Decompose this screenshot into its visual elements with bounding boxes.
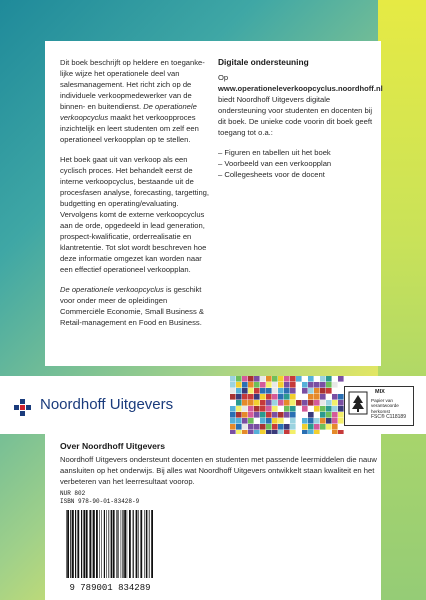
mosaic-tile (278, 412, 284, 418)
publisher-name: Noordhoff Uitgevers (40, 396, 174, 413)
barcode-bar (118, 510, 119, 578)
mosaic-tile (332, 406, 338, 412)
mosaic-tile (326, 406, 332, 412)
mosaic-tile (338, 376, 344, 382)
support-item: – Collegesheets voor de docent (218, 169, 373, 180)
mosaic-tile (320, 400, 326, 406)
mosaic-tile (266, 388, 272, 394)
mosaic-tile (230, 382, 236, 388)
mosaic-tile (254, 376, 260, 382)
description-paragraph-3 (60, 284, 210, 328)
mosaic-tile (338, 412, 344, 418)
barcode-bar (67, 510, 69, 578)
mosaic-tile (314, 382, 320, 388)
mosaic-tile (272, 406, 278, 412)
mosaic-tile (308, 376, 314, 382)
digital-support-intro (218, 72, 383, 138)
mosaic-tile (266, 382, 272, 388)
mosaic-tile (284, 376, 290, 382)
barcode-bar (89, 510, 91, 578)
fsc-description: Papier van verantwoorde herkomst (371, 398, 399, 414)
mosaic-tile (260, 376, 266, 382)
mosaic-tile (284, 418, 290, 424)
barcode-bar (133, 510, 134, 578)
mosaic-tile (242, 394, 248, 400)
mosaic-tile (230, 424, 236, 430)
mosaic-tile (230, 376, 236, 382)
mosaic-tile (314, 424, 320, 430)
mosaic-tile (254, 424, 260, 430)
mosaic-tile (320, 412, 326, 418)
mosaic-tile (308, 388, 314, 394)
mosaic-tile (308, 418, 314, 424)
mosaic-tile (326, 412, 332, 418)
mosaic-tile (332, 424, 338, 430)
barcode-bar (127, 510, 128, 578)
mosaic-tile (242, 382, 248, 388)
barcode-bar (116, 510, 117, 578)
mosaic-tile (332, 394, 338, 400)
mosaic-tile (326, 418, 332, 424)
mosaic-tile (236, 412, 242, 418)
support-website-link[interactable]: www.operationeleverkoopcyclus.noordhoff.nl (218, 84, 383, 93)
mosaic-tile (284, 388, 290, 394)
mosaic-tile (296, 376, 302, 382)
mosaic-tile (266, 400, 272, 406)
mosaic-tile (320, 394, 326, 400)
mosaic-tile (260, 388, 266, 394)
mosaic-tile (278, 394, 284, 400)
support-items-list (218, 147, 373, 180)
mosaic-tile (254, 388, 260, 394)
mosaic-tile (332, 418, 338, 424)
mosaic-tile (230, 412, 236, 418)
about-heading: Over Noordhoff Uitgevers (60, 441, 166, 451)
barcode-bar (96, 510, 98, 578)
mosaic-tile (260, 424, 266, 430)
book-title-italic: De operationele verkoopcyclus (60, 285, 164, 294)
mosaic-tile (338, 406, 344, 412)
fsc-label (344, 386, 414, 426)
barcode-bar (110, 510, 111, 578)
barcode-bar (146, 510, 147, 578)
mosaic-tile (236, 376, 242, 382)
isbn-code: ISBN 978-90-01-83428-9 (60, 498, 140, 505)
mosaic-tile (254, 418, 260, 424)
mosaic-tile (266, 424, 272, 430)
book-title-italic: De operationele verkoopcyclus (60, 102, 197, 122)
barcode-number: 9 789001 834289 (69, 583, 151, 592)
mosaic-tile (320, 382, 326, 388)
fsc-code: FSC® C118189 (371, 414, 406, 420)
mosaic-tile (260, 418, 266, 424)
mosaic-tile (248, 424, 254, 430)
mosaic-tile (278, 388, 284, 394)
barcode-bar (106, 510, 107, 578)
mosaic-tile (284, 394, 290, 400)
digital-support-heading: Digitale ondersteuning (218, 57, 309, 67)
mosaic-tile (302, 424, 308, 430)
mosaic-tile (326, 424, 332, 430)
mosaic-tile (248, 394, 254, 400)
mosaic-tile (320, 388, 326, 394)
support-item: – Voorbeeld van een verkoopplan (218, 158, 373, 169)
mosaic-tile (230, 394, 236, 400)
description-paragraph-2: Het boek gaat uit van verkoop als een cyclisch proces. Het behandelt eerst de interne verkoopcyclus, bestaande uit de procesfasen analyse, forecasting, targetting, budgetting en operating/evaluating. Vervolgens komt de externe verkoopcyclus aan de orde, opgedeeld in lead generation, prospect-kwalificatie, orderrealisatie en klantretentie. Tot slot wordt beschreven hoe deze informatie omgezet kan worden naar een effectief operationeel verkoopplan. (60, 155, 210, 274)
barcode-bar (72, 510, 74, 578)
mosaic-tile (308, 424, 314, 430)
barcode-bar (121, 510, 122, 578)
barcode-bar (151, 510, 153, 578)
digital-support-column (218, 57, 383, 180)
mosaic-tile (284, 400, 290, 406)
mosaic-tile (242, 400, 248, 406)
mosaic-tile (290, 406, 296, 412)
barcode-bar (77, 510, 79, 578)
mosaic-tile (278, 424, 284, 430)
mosaic-tile (290, 382, 296, 388)
mosaic-tile (338, 388, 344, 394)
barcode-bar (113, 510, 115, 578)
mosaic-tile (338, 400, 344, 406)
barcode-bar (99, 510, 100, 578)
nur-code: NUR 802 (60, 490, 86, 497)
mosaic-tile (338, 394, 344, 400)
mosaic-tile (248, 382, 254, 388)
mosaic-tile (248, 376, 254, 382)
mosaic-tile (242, 406, 248, 412)
mosaic-tile (302, 388, 308, 394)
mosaic-tile (278, 376, 284, 382)
mosaic-tile (260, 382, 266, 388)
mosaic-tile (254, 412, 260, 418)
mosaic-tile (236, 424, 242, 430)
mosaic-tile (230, 406, 236, 412)
mosaic-tile (254, 394, 260, 400)
mosaic-tile (278, 382, 284, 388)
fsc-tree-icon (348, 391, 368, 419)
mosaic-tile (236, 382, 242, 388)
barcode-bar (144, 510, 145, 578)
mosaic-tile (326, 388, 332, 394)
mosaic-tile (230, 418, 236, 424)
nur-isbn-block (60, 490, 139, 506)
barcode-bar (70, 510, 71, 578)
mosaic-tile (290, 412, 296, 418)
mosaic-tile (266, 412, 272, 418)
about-text: Noordhoff Uitgevers ondersteunt docenten en studenten met passende leermiddelen die nauw aansluiten op het onderwijs. Bij alles wat Noordhoff Uitgevers ontwikkelt staan kwaliteit en het verbeteren van het leerresultaat voorop. (60, 455, 377, 486)
support-item: – Figuren en tabellen uit het boek (218, 147, 373, 158)
mosaic-tile (332, 412, 338, 418)
mosaic-tile (314, 400, 320, 406)
description-text: Dit boek beschrijft op heldere en toeganke-lijke wijze het operationele deel van salesmanagement. Het richt zich op de individuele verkoopmedewerker van de binnen- en buitendienst. (60, 58, 205, 111)
mosaic-tile (254, 406, 260, 412)
mosaic-tile (260, 400, 266, 406)
mosaic-tile (332, 382, 338, 388)
mosaic-tile (242, 424, 248, 430)
publisher-band (0, 376, 426, 434)
barcode-icon (60, 508, 160, 592)
mosaic-tile (236, 400, 242, 406)
mosaic-tile (314, 406, 320, 412)
mosaic-tile (242, 418, 248, 424)
mosaic-tile (302, 406, 308, 412)
mosaic-tile (284, 424, 290, 430)
mosaic-tile (254, 400, 260, 406)
barcode-bar (111, 510, 112, 578)
barcode-bar (93, 510, 95, 578)
mosaic-tile (278, 400, 284, 406)
mosaic-tile (272, 400, 278, 406)
cover-spine-strip (378, 0, 426, 600)
barcode-bar (129, 510, 131, 578)
noordhoff-logo-icon (14, 396, 34, 416)
mosaic-tile (302, 418, 308, 424)
mosaic-tile (290, 400, 296, 406)
mosaic-tile (272, 412, 278, 418)
mosaic-tile (332, 400, 338, 406)
mosaic-tile (320, 418, 326, 424)
mosaic-tile (260, 406, 266, 412)
barcode-bar (122, 510, 123, 578)
mosaic-tile (248, 418, 254, 424)
mosaic-tile (284, 412, 290, 418)
barcode-bar (86, 510, 88, 578)
mosaic-tile (302, 382, 308, 388)
mosaic-tile (266, 394, 272, 400)
barcode-bar (138, 510, 139, 578)
mosaic-tile (278, 418, 284, 424)
mosaic-tile (290, 418, 296, 424)
description-text: maakt het verkoopproces inzichtelijk en leert studenten om zelf een operationeel verkoopplan op te stellen. (60, 113, 199, 144)
mosaic-tile (320, 406, 326, 412)
barcode-bar (148, 510, 149, 578)
mosaic-tile (242, 376, 248, 382)
mosaic-tile (296, 382, 302, 388)
mosaic-tile (248, 412, 254, 418)
mosaic-tile (314, 388, 320, 394)
mosaic-tile (242, 388, 248, 394)
barcode-bar (101, 510, 102, 578)
mosaic-tile (284, 382, 290, 388)
mosaic-tile (290, 388, 296, 394)
barcode-bar (136, 510, 138, 578)
mosaic-tile (302, 400, 308, 406)
mosaic-tile (260, 412, 266, 418)
mosaic-tile (284, 406, 290, 412)
description-paragraph-1 (60, 57, 210, 145)
mosaic-tile (308, 394, 314, 400)
intro-text: Op (218, 73, 229, 82)
mosaic-tile (272, 388, 278, 394)
barcode-bar (92, 510, 93, 578)
mosaic-tile (314, 418, 320, 424)
mosaic-tile (290, 376, 296, 382)
mosaic-tile (272, 394, 278, 400)
fsc-mix-label: MIX (375, 389, 385, 395)
mosaic-tile (272, 424, 278, 430)
mosaic-tile (236, 406, 242, 412)
description-column (60, 57, 210, 337)
mosaic-tile (338, 418, 344, 424)
barcode-bar (75, 510, 76, 578)
barcode-bar (108, 510, 109, 578)
mosaic-tile (314, 394, 320, 400)
barcode-bar (140, 510, 142, 578)
barcode-bar (83, 510, 85, 578)
mosaic-tile (326, 376, 332, 382)
mosaic-tile (248, 406, 254, 412)
mosaic-tile (278, 406, 284, 412)
mosaic-tile (290, 394, 296, 400)
mosaic-tile (326, 382, 332, 388)
barcode-bar (81, 510, 82, 578)
intro-text: biedt Noordhoff Uitgevers digitale ondersteuning voor studenten en docenten bij dit boek. De unieke code voorin dit boek geeft toegang tot o.a.: (218, 95, 373, 137)
mosaic-tile (272, 418, 278, 424)
mosaic-tile (236, 388, 242, 394)
mosaic-tile (272, 376, 278, 382)
mosaic-tile (308, 382, 314, 388)
mosaic-tile (260, 394, 266, 400)
barcode-bar (66, 510, 67, 578)
mosaic-tile (320, 376, 326, 382)
mosaic-tile (290, 424, 296, 430)
back-cover-text-panel (45, 41, 381, 366)
publisher-info-panel (45, 434, 381, 600)
mosaic-tile (236, 418, 242, 424)
mosaic-tile (320, 424, 326, 430)
mosaic-tile (230, 388, 236, 394)
mosaic-tile (296, 400, 302, 406)
mosaic-tile (266, 406, 272, 412)
barcode-bar (104, 510, 105, 578)
mosaic-tile (230, 400, 236, 406)
mosaic-tile (326, 400, 332, 406)
mosaic-tile (248, 388, 254, 394)
mosaic-tile (236, 394, 242, 400)
mosaic-tile (248, 400, 254, 406)
mosaic-tile (242, 412, 248, 418)
mosaic-tile (308, 400, 314, 406)
mosaic-tile (266, 418, 272, 424)
mosaic-tile (266, 376, 272, 382)
barcode-bar (124, 510, 126, 578)
mosaic-tile (254, 382, 260, 388)
description-text: is geschikt voor onder meer de opleidingen Commerciële Economie, Small Business & Retail-management en Food en Business. (60, 285, 204, 327)
mosaic-tile (308, 412, 314, 418)
mosaic-tile (272, 382, 278, 388)
barcode-bar (149, 510, 150, 578)
